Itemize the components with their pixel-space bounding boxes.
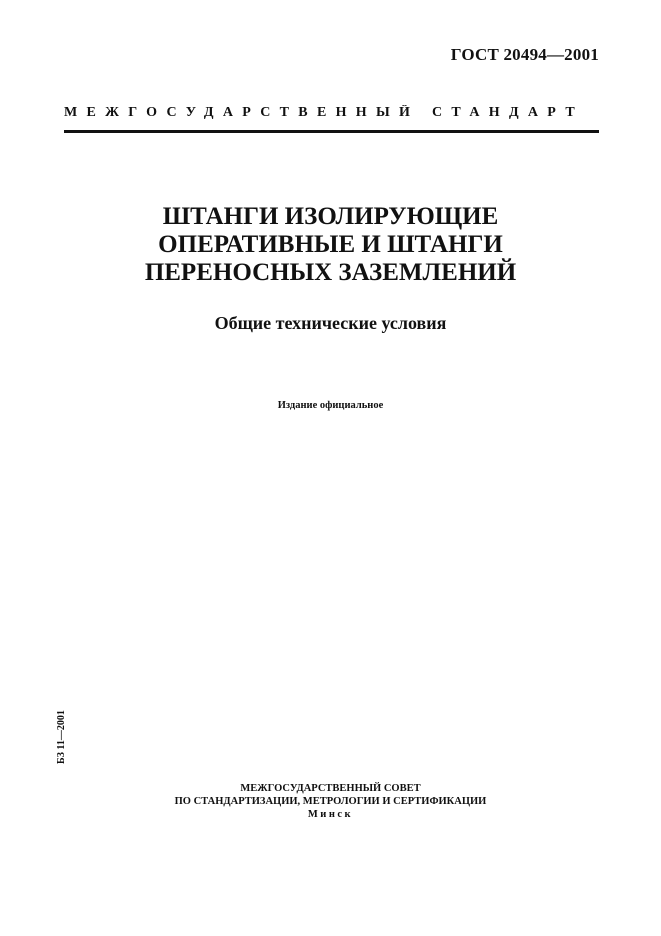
edition-note: Издание официальное [277,400,384,411]
document-title [0,203,661,287]
publisher-city: Минск [307,809,354,820]
publisher-line: МЕЖГОСУДАРСТВЕННЫЙ СОВЕТ [240,783,421,794]
catalog-code: БЗ 11—2001 [56,710,67,764]
document-subtitle: Общие технические условия [214,313,447,333]
standard-type-banner: МЕЖГОСУДАРСТВЕННЫЙ СТАНДАРТ [64,105,584,120]
title-line: ОПЕРАТИВНЫЕ И ШТАНГИ [158,231,503,258]
header-divider [64,130,599,133]
title-line: ПЕРЕНОСНЫХ ЗАЗЕМЛЕНИЙ [144,259,517,286]
title-line: ШТАНГИ ИЗОЛИРУЮЩИЕ [162,203,499,230]
publisher-line: ПО СТАНДАРТИЗАЦИИ, МЕТРОЛОГИИ И СЕРТИФИКАЦИИ [174,796,487,807]
gost-number: ГОСТ 20494—2001 [450,45,599,64]
publisher-block [0,782,661,821]
